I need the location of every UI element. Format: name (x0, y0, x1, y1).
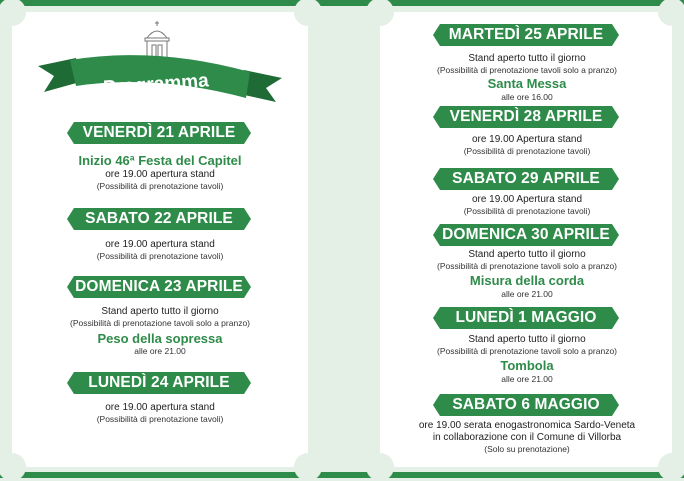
day-header: DOMENICA 30 APRILE (440, 224, 612, 246)
event-sub: (Possibilità di prenotazione tavoli) (96, 181, 224, 191)
bottom-border (0, 472, 684, 478)
panel-corner (0, 0, 26, 26)
panel-corner (658, 453, 684, 481)
event-sub: (Possibilità di prenotazione tavoli solo a pranzo) (69, 318, 250, 328)
event-sub: (Possibilità di prenotazione tavoli solo a pranzo) (436, 261, 617, 271)
event-main: ore 19.00 Apertura stand (471, 194, 583, 205)
event-main: ore 19.00 Apertura stand (471, 134, 583, 145)
event-sub: (Possibilità di prenotazione tavoli) (96, 251, 224, 261)
event-highlight: Inizio 46ª Festa del Capitel (78, 153, 242, 168)
event-sub: (Possibilità di prenotazione tavoli solo a pranzo) (436, 65, 617, 75)
event-main: ore 19.00 apertura stand (105, 239, 215, 250)
day-header: MARTEDÌ 25 APRILE (440, 24, 612, 46)
day-header: VENERDÌ 21 APRILE (74, 122, 244, 144)
day-header: LUNEDÌ 1 MAGGIO (440, 307, 612, 329)
day-header: VENERDÌ 28 APRILE (440, 106, 612, 128)
event-main: ore 19.00 serata enogastronomica Sardo-Veneta (418, 420, 636, 431)
panel-corner (658, 0, 684, 26)
event-main: ore 19.00 apertura stand (105, 169, 215, 180)
event-sub: (Possibilità di prenotazione tavoli) (96, 414, 224, 424)
event-highlight: Santa Messa (487, 76, 567, 91)
page-title: Programma (102, 70, 210, 99)
event-highlight: Misura della corda (469, 273, 585, 288)
event-main: Stand aperto tutto il giorno (468, 334, 586, 345)
day-header: DOMENICA 23 APRILE (74, 276, 244, 298)
panel-corner (366, 0, 394, 26)
event-main: ore 19.00 apertura stand (105, 402, 215, 413)
day-header: LUNEDÌ 24 APRILE (74, 372, 244, 394)
panel-corner (294, 453, 322, 481)
day-header: SABATO 6 MAGGIO (440, 394, 612, 416)
event-main: Stand aperto tutto il giorno (101, 306, 219, 317)
event-main: Stand aperto tutto il giorno (468, 53, 586, 64)
panel-corner (294, 0, 322, 26)
event-sub: (Possibilità di prenotazione tavoli) (463, 206, 591, 216)
panel-corner (366, 453, 394, 481)
event-sub: (Possibilità di prenotazione tavoli) (463, 146, 591, 156)
event-sub: (Possibilità di prenotazione tavoli solo a pranzo) (436, 346, 617, 356)
top-border (0, 0, 684, 6)
day-header: SABATO 29 APRILE (440, 168, 612, 190)
day-header: SABATO 22 APRILE (74, 208, 244, 230)
event-main: Stand aperto tutto il giorno (468, 249, 586, 260)
event-sub: (Solo su prenotazione) (484, 444, 570, 454)
event-highlight: Tombola (500, 358, 554, 373)
event-time: alle ore 21.00 (501, 374, 553, 384)
event-time: alle ore 16.00 (501, 92, 553, 102)
event-time: alle ore 21.00 (501, 289, 553, 299)
event-main-2: in collaborazione con il Comune di Villorba (432, 432, 622, 443)
event-time: alle ore 21.00 (134, 346, 186, 356)
event-highlight: Peso della sopressa (97, 331, 223, 346)
